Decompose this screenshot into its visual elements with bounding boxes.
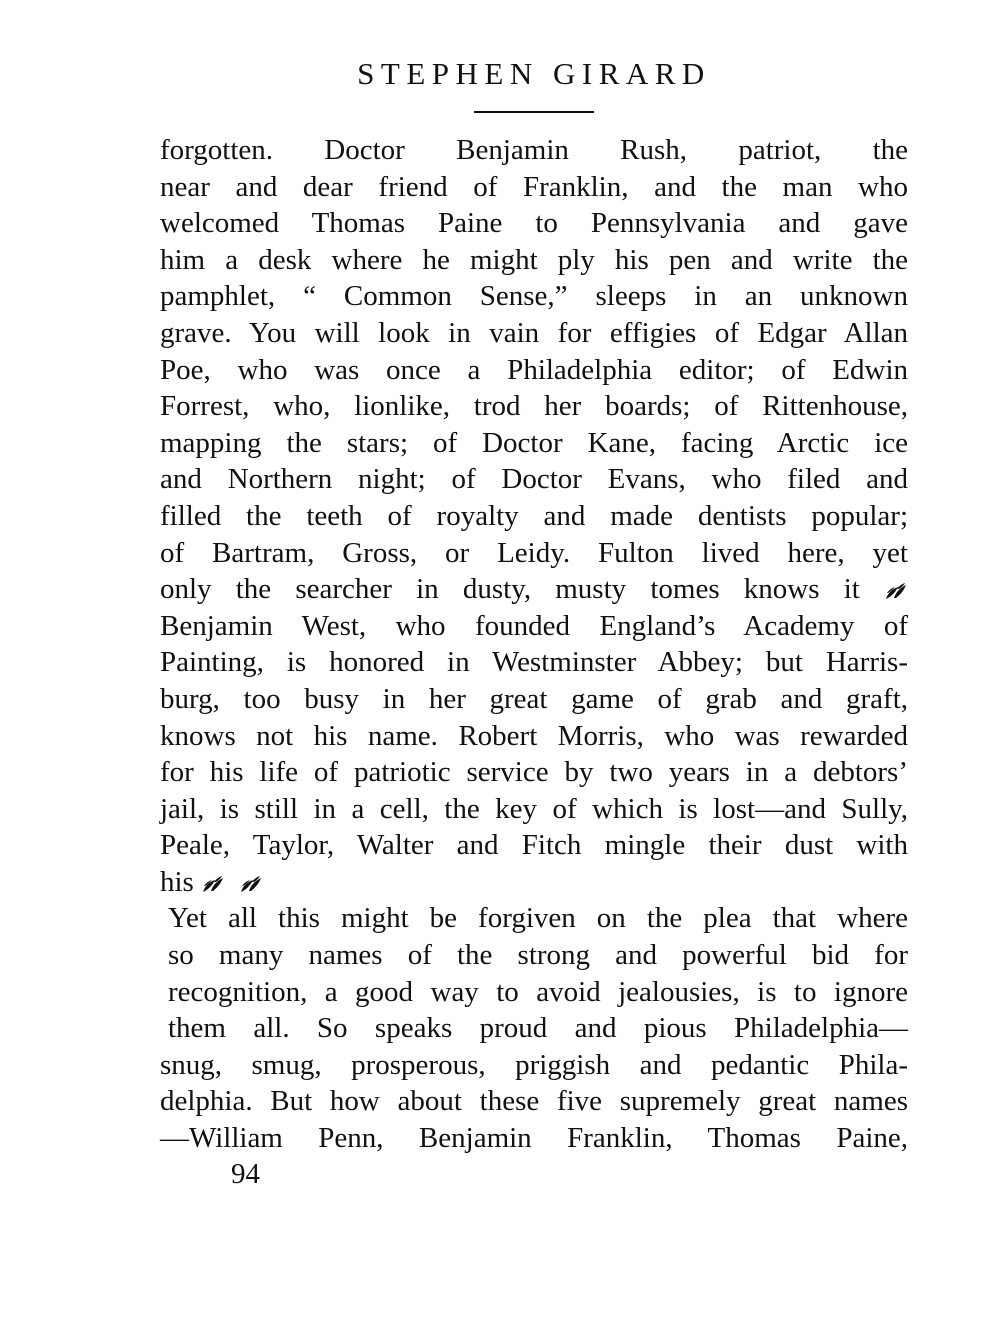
text-line: recognition, a good way to avoid jealousies, is to ignore: [168, 975, 908, 1008]
text-line: mapping the stars; of Doctor Kane, facing Arctic ice: [160, 426, 908, 459]
text-line: Benjamin West, who founded England’s Academy of: [160, 609, 908, 642]
text-line: them all. So speaks proud and pious Philadelphia—: [168, 1012, 908, 1045]
text-line: for his life of patriotic service by two years in a debtors’: [160, 756, 908, 789]
text-line: pamphlet, “ Common Sense,” sleeps in an unknown: [160, 280, 908, 313]
body-text: [160, 132, 908, 1157]
text-line: Forrest, who, lionlike, trod her boards; of Rittenhouse,: [160, 390, 908, 423]
text-line: burg, too busy in her great game of grab and graft,: [160, 682, 908, 715]
text-line: jail, is still in a cell, the key of which is lost—and Sully,: [160, 792, 908, 825]
text-line-content: only the searcher in dusty, musty tomes knows it: [160, 573, 860, 606]
text-line: grave. You will look in vain for effigies of Edgar Allan: [160, 316, 908, 349]
text-line: filled the teeth of royalty and made dentists popular;: [160, 499, 908, 532]
text-line-with-ornament: [160, 864, 908, 901]
text-line: knows not his name. Robert Morris, who was rewarded: [160, 719, 908, 752]
text-line: forgotten. Doctor Benjamin Rush, patriot, the: [160, 134, 908, 166]
text-line: Painting, is honored in Westminster Abbey; but Harris-: [160, 646, 908, 679]
text-line: Poe, who was once a Philadelphia editor; of Edwin: [160, 353, 908, 386]
text-line: so many names of the strong and powerful bid for: [168, 939, 908, 972]
text-line: —William Penn, Benjamin Franklin, Thomas Paine,: [160, 1122, 908, 1155]
text-line: snug, smug, prosperous, priggish and pedantic Phila-: [160, 1048, 908, 1081]
leaf-ornament-icon: [201, 874, 225, 894]
text-line: near and dear friend of Franklin, and the man who: [160, 170, 908, 203]
text-line: and Northern night; of Doctor Evans, who filed and: [160, 463, 908, 496]
text-line: of Bartram, Gross, or Leidy. Fulton lived here, yet: [160, 536, 908, 569]
running-head: STEPHEN GIRARD: [357, 56, 711, 91]
text-line: delphia. But how about these five supremely great names: [160, 1085, 908, 1118]
text-line-with-ornament: [160, 571, 908, 608]
text-line: Yet all this might be forgiven on the plea that where: [168, 902, 908, 935]
text-line: welcomed Thomas Paine to Pennsylvania and gave: [160, 207, 908, 240]
head-rule: [474, 111, 594, 113]
text-line: him a desk where he might ply his pen and write the: [160, 243, 908, 276]
text-line-content: his: [160, 865, 194, 898]
text-line: Peale, Taylor, Walter and Fitch mingle their dust with: [160, 829, 908, 862]
page-number: 94: [231, 1158, 260, 1190]
leaf-ornament-icon: [884, 581, 908, 601]
leaf-ornament-icon: [239, 874, 263, 894]
